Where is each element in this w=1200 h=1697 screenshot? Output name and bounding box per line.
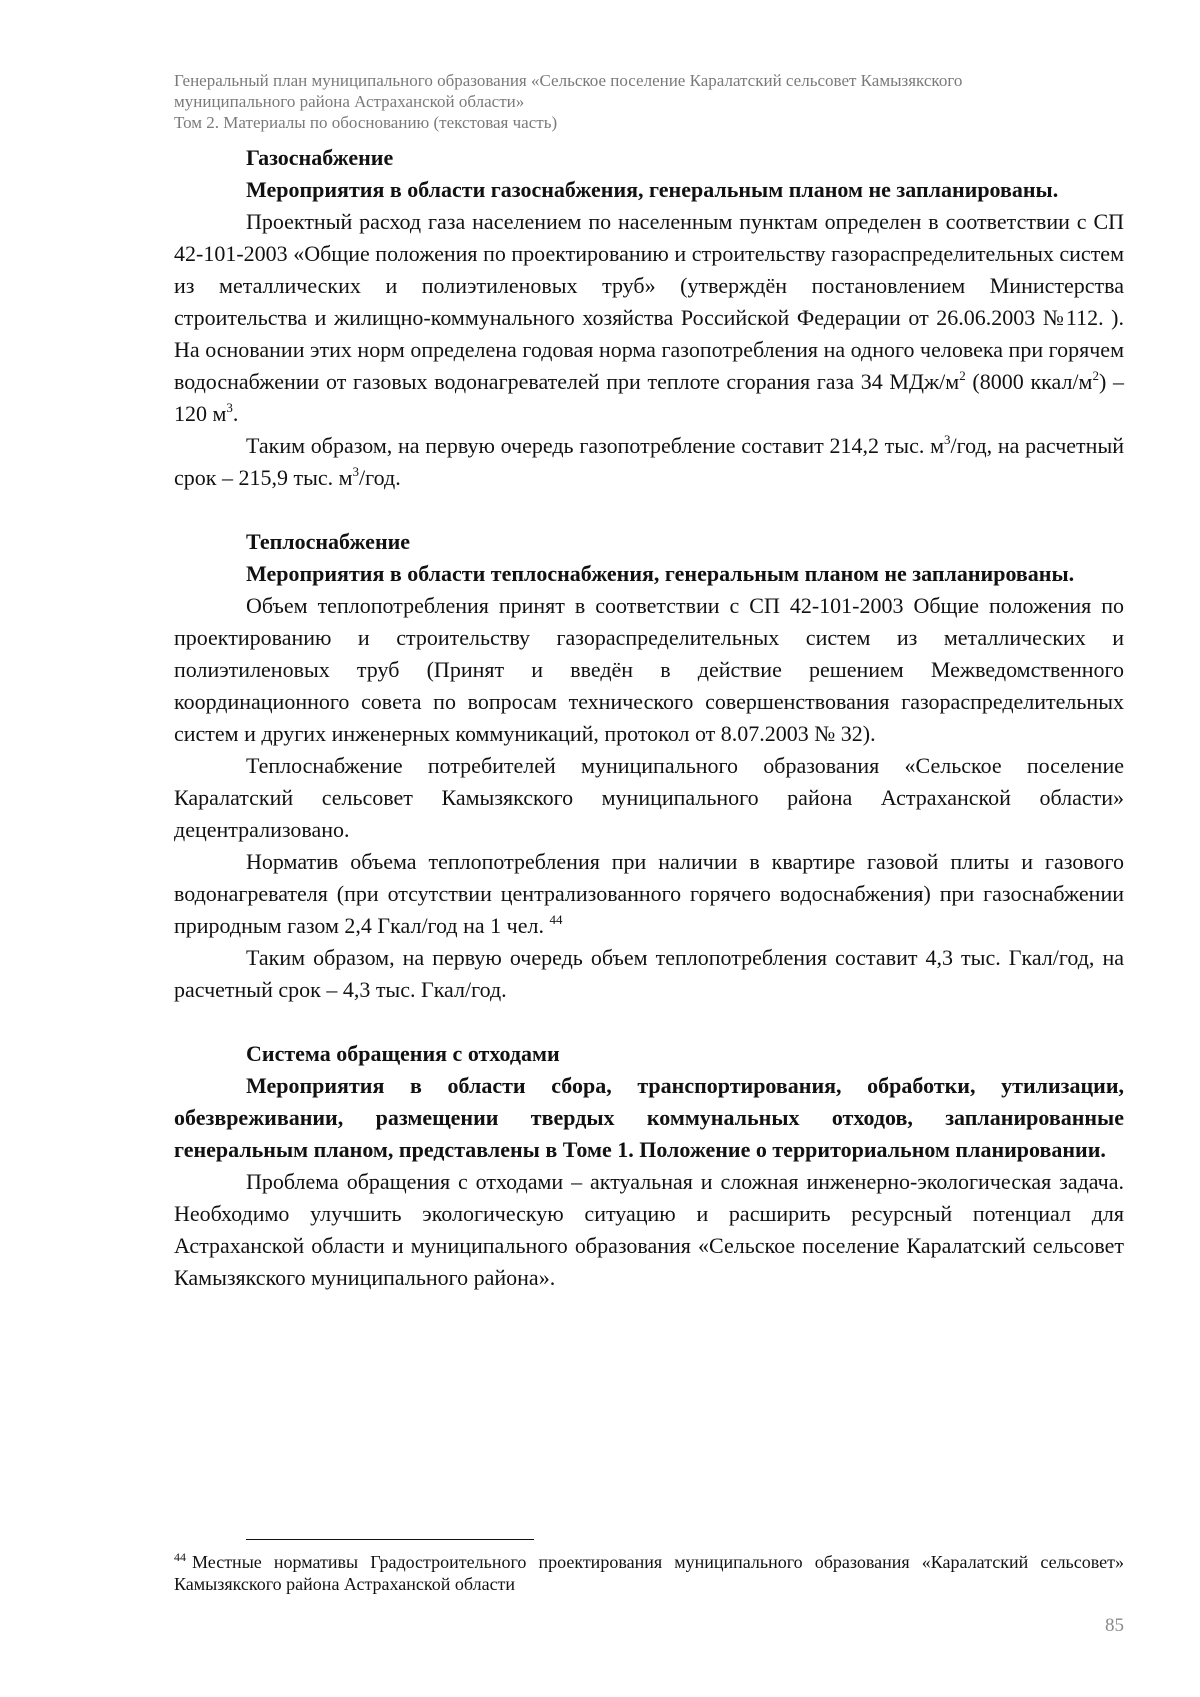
page-number: 85 (1105, 1615, 1124, 1636)
header-line-2: муниципального района Астраханской области» (174, 92, 525, 111)
heat-heading: Теплоснабжение (246, 529, 411, 554)
heat-paragraph-3: Норматив объема теплопотребления при наличии в квартире газовой плиты и газового водонагревателя (при отсутствии централизованного горячего водоснабжения) при газоснабжении природным газом 2,4 Гкал/год на 1 чел. $^{44}$ (174, 849, 1124, 938)
gas-measures: Мероприятия в области газоснабжения, генеральным планом не запланированы. (246, 177, 1059, 202)
footnote-number: 44 (174, 1550, 186, 1564)
main-content (174, 142, 1124, 1294)
section-spacer (174, 494, 1124, 526)
gas-heading: Газоснабжение (246, 145, 394, 170)
heat-measures: Мероприятия в области теплоснабжения, генеральным планом не запланированы. (246, 561, 1075, 586)
footnote-reference: 44 (549, 912, 563, 927)
waste-measures: Мероприятия в области сбора, транспортирования, обработки, утилизации, обезвреживании, размещении твердых коммунальных отходов, запланированные генеральным планом, представлены в Томе 1. Положение о территориальном планировании. (174, 1073, 1124, 1162)
waste-paragraph-1: Проблема обращения с отходами – актуальная и сложная инженерно-экологическая задача. Необходимо улучшить экологическую ситуацию и расширить ресурсный потенциал для Астраханской области и муниципального образования «Сельское поселение Каралатский сельсовет Камызякского муниципального района». (174, 1169, 1124, 1290)
footnote-text: Местные нормативы Градостроительного проектирования муниципального образования «Каралатский сельсовет» Камызякского района Астраханской области (174, 1552, 1124, 1594)
footnote-divider (246, 1539, 534, 1540)
heat-paragraph-1: Объем теплопотребления принят в соответствии с СП 42-101-2003 Общие положения по проектированию и строительству газораспределительных систем из металлических и полиэтиленовых труб (Принят и введён в действие решением Межведомственного координационного совета по вопросам технического совершенствования газораспределительных систем и других инженерных коммуникаций, протокол от 8.07.2003 № 32). (174, 593, 1124, 746)
section-spacer (174, 1006, 1124, 1038)
footnote (174, 1551, 1124, 1595)
gas-paragraph-1: Проектный расход газа населением по населенным пунктам определен в соответствии с СП 42-101-2003 «Общие положения по проектированию и строительству газораспределительных систем из металлических и полиэтиленовых труб» (утверждён постановлением Министерства строительства и жилищно-коммунального хозяйства Российской Федерации от 26.06.2003 №112. ). На основании этих норм определена годовая норма газопотребления на одного человека при горячем водоснабжении от газовых водонагревателей при теплоте сгорания газа 34 МДж/$м^2$ (8000 ккал/$м^2) - 120$ $м^3$. (174, 209, 1124, 426)
header-line-3: Том 2. Материалы по обоснованию (текстовая часть) (174, 113, 558, 132)
heat-paragraph-2: Теплоснабжение потребителей муниципального образования «Сельское поселение Каралатский сельсовет Камызякского муниципального района Астраханской области» децентрализовано. (174, 753, 1124, 842)
waste-heading: Система обращения с отходами (246, 1041, 560, 1066)
gas-paragraph-2: Таким образом, на первую очередь газопотребление составит 214,2 тыс. $м^3$/год, на расчетный срок – 215,9 тыс. $м^3$/год. (174, 432, 1125, 490)
heat-paragraph-4: Таким образом, на первую очередь объем теплопотребления составит 4,3 тыс. Гкал/год, на расчетный срок – 4,3 тыс. Гкал/год. (174, 945, 1124, 1002)
running-header (174, 70, 1134, 133)
header-line-1: Генеральный план муниципального образования «Сельское поселение Каралатский сельсовет Камызякского (174, 71, 963, 90)
